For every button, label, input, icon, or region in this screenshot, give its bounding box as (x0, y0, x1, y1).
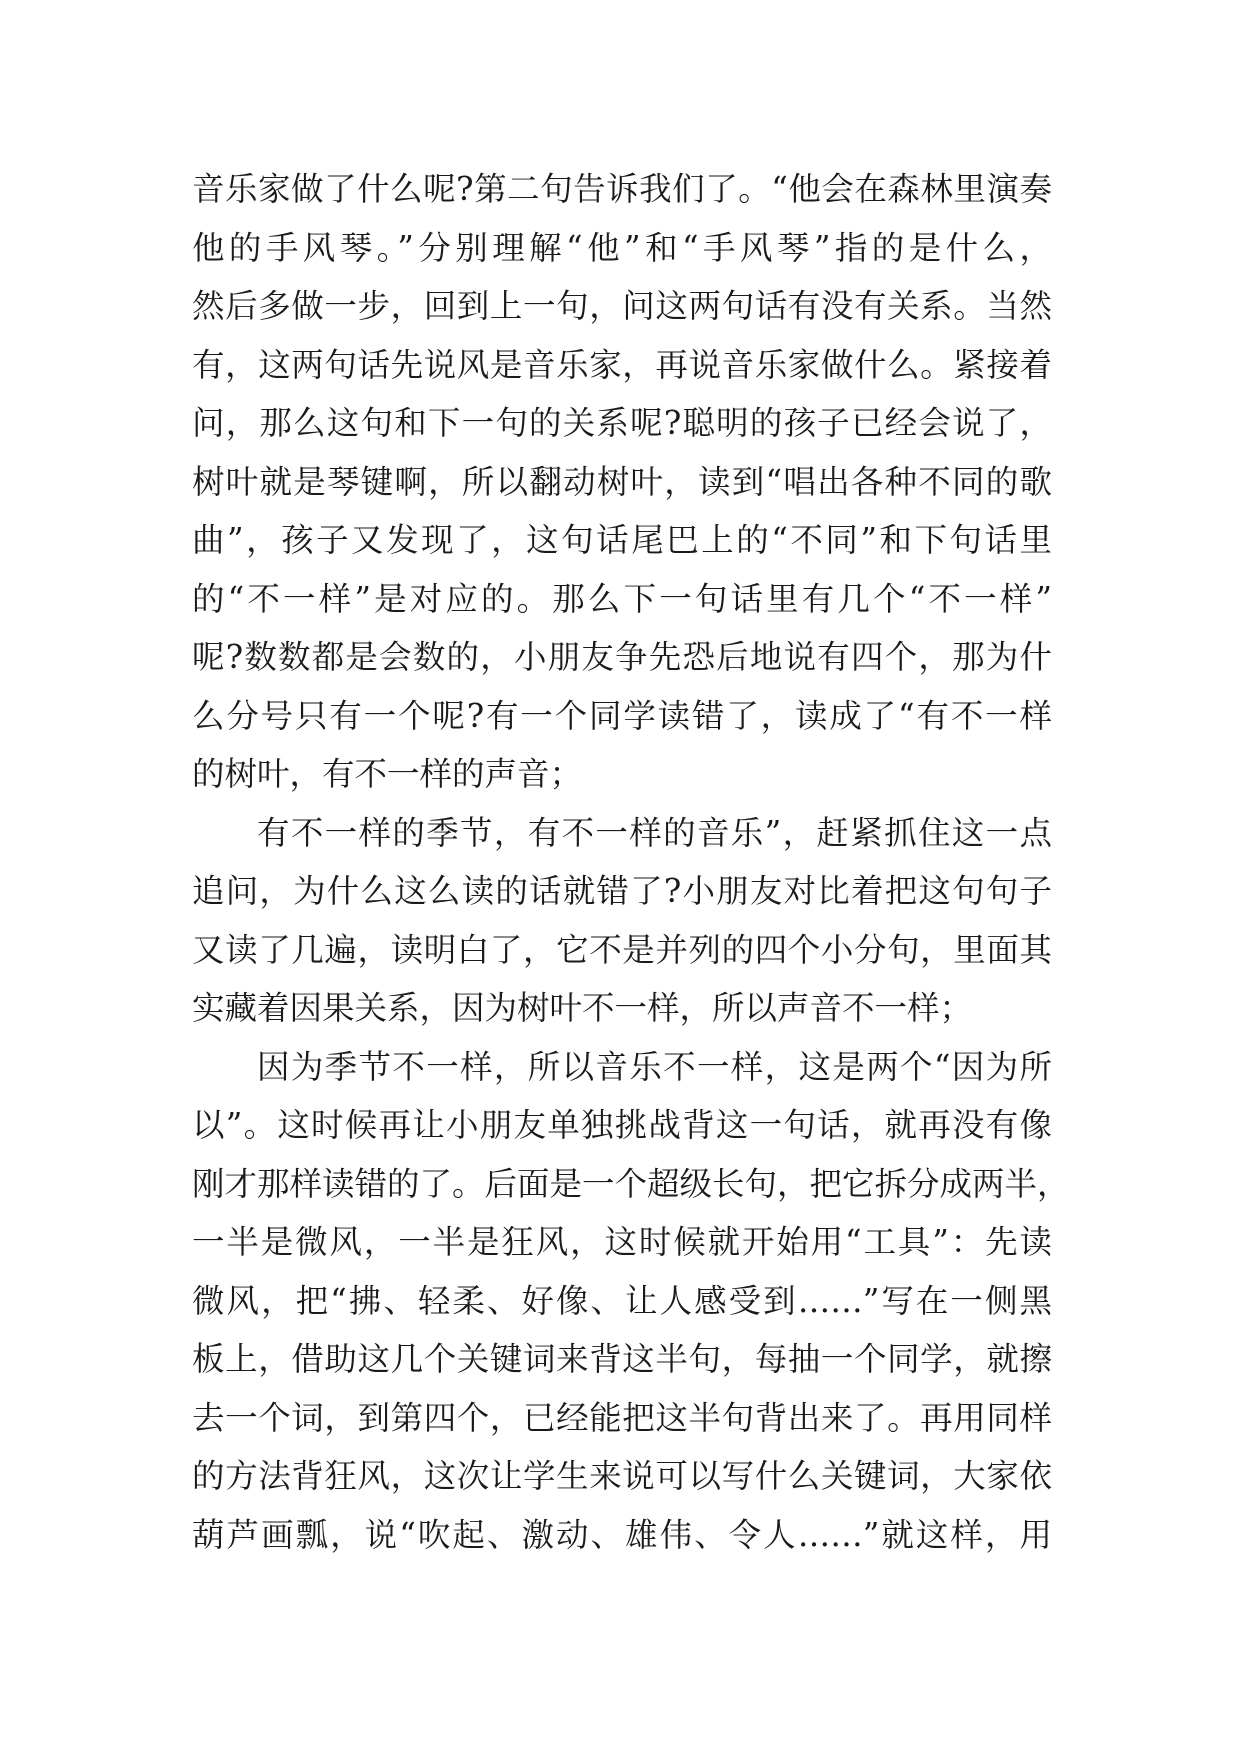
text-line: 葫芦画瓢，说“吹起、激动、雄伟、令人……”就这样，用 (192, 1515, 1052, 1554)
text-line: 问，那么这句和下一句的关系呢?聪明的孩子已经会说了， (192, 404, 1052, 442)
text-line: 实藏着因果关系，因为树叶不一样，所以声音不一样； (192, 989, 973, 1027)
text-line: 一半是微风，一半是狂风，这时候就开始用“工具”：先读 (192, 1223, 1052, 1261)
text-line: 然后多做一步，回到上一句，问这两句话有没有关系。当然 (192, 287, 1052, 325)
text-line: 曲”，孩子又发现了，这句话尾巴上的“不同”和下句话里 (192, 521, 1052, 559)
text-line: 又读了几遍，读明白了，它不是并列的四个小分句，里面其 (192, 930, 1052, 969)
paragraph-first-line: 因为季节不一样，所以音乐不一样，这是两个“因为所 (257, 1047, 1052, 1086)
text-line: 以”。这时候再让小朋友单独挑战背这一句话，就再没有像 (192, 1106, 1052, 1144)
paragraph-first-line: 有不一样的季节，有不一样的音乐”，赶紧抓住这一点 (257, 813, 1052, 852)
text-line: 刚才那样读错的了。后面是一个超级长句，把它拆分成两半， (192, 1164, 1070, 1203)
text-line: 板上，借助这几个关键词来背这半句，每抽一个同学，就擦 (192, 1340, 1052, 1378)
text-line: 树叶就是琴键啊，所以翻动树叶，读到“唱出各种不同的歌 (192, 462, 1052, 501)
text-line: 微风，把“拂、轻柔、好像、让人感受到……”写在一侧黑 (192, 1281, 1052, 1320)
text-line: 有，这两句话先说风是音乐家，再说音乐家做什么。紧接着 (192, 345, 1052, 384)
text-line: 么分号只有一个呢?有一个同学读错了，读成了“有不一样 (192, 696, 1052, 735)
text-line: 追问，为什么这么读的话就错了?小朋友对比着把这句句子 (192, 872, 1052, 910)
text-line: 的方法背狂风，这次让学生来说可以写什么关键词，大家依 (192, 1457, 1052, 1495)
text-line: 的树叶，有不一样的声音； (192, 755, 583, 793)
text-line: 他的手风琴。”分别理解“他”和“手风琴”指的是什么， (192, 228, 1052, 267)
text-line: 的“不一样”是对应的。那么下一句话里有几个“不一样” (192, 579, 1052, 618)
text-line: 音乐家做了什么呢?第二句告诉我们了。“他会在森林里演奏 (192, 170, 1052, 208)
document-body-text (192, 160, 1070, 1564)
text-line: 呢?数数都是会数的，小朋友争先恐后地说有四个，那为什 (192, 638, 1052, 676)
text-line: 去一个词，到第四个，已经能把这半句背出来了。再用同样 (192, 1398, 1052, 1437)
